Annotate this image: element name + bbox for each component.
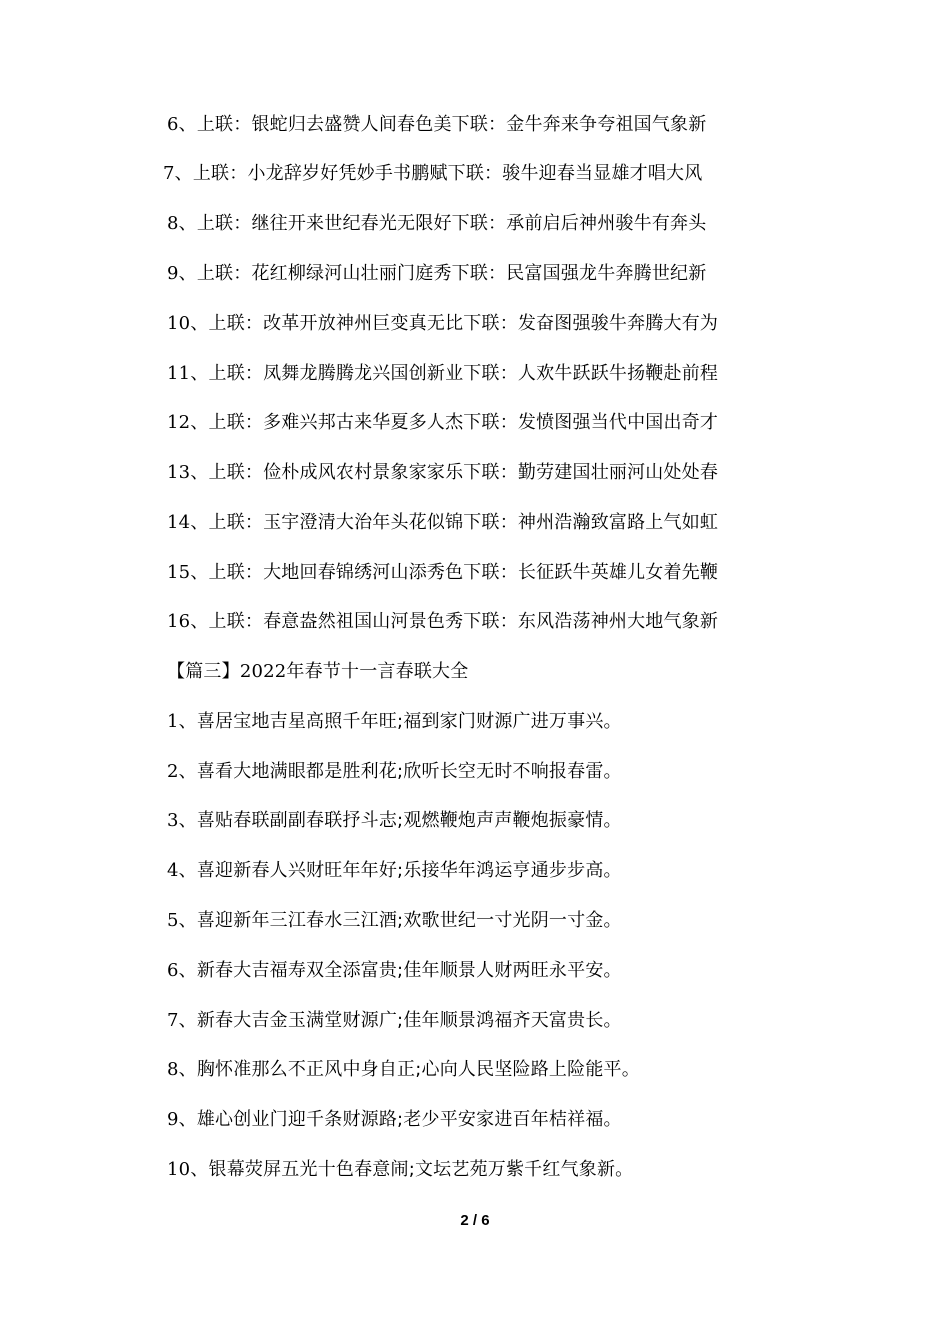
couplet-line: 13、上联：俭朴成风农村景象家家乐下联：勤劳建国壮丽河山处处春 bbox=[167, 462, 719, 483]
couplet-line: 3、喜贴春联副副春联抒斗志;观燃鞭炮声声鞭炮振豪情。 bbox=[167, 810, 622, 831]
couplet-line: 10、上联：改革开放神州巨变真无比下联：发奋图强骏牛奔腾大有为 bbox=[167, 313, 719, 334]
couplet-line: 1、喜居宝地吉星高照千年旺;福到家门财源广进万事兴。 bbox=[167, 711, 622, 732]
couplet-line: 11、上联：凤舞龙腾腾龙兴国创新业下联：人欢牛跃跃牛扬鞭赴前程 bbox=[167, 363, 719, 384]
couplet-line: 8、胸怀准那么不正风中身自正;心向人民坚险路上险能平。 bbox=[167, 1059, 640, 1080]
couplet-line: 9、上联：花红柳绿河山壮丽门庭秀下联：民富国强龙牛奔腾世纪新 bbox=[167, 263, 707, 284]
couplet-line: 14、上联：玉宇澄清大治年头花似锦下联：神州浩瀚致富路上气如虹 bbox=[167, 512, 719, 533]
couplet-line: 5、喜迎新年三江春水三江酒;欢歌世纪一寸光阴一寸金。 bbox=[167, 910, 622, 931]
couplet-line: 12、上联：多难兴邦古来华夏多人杰下联：发愤图强当代中国出奇才 bbox=[167, 412, 719, 433]
page-number: 2 / 6 bbox=[460, 1212, 490, 1229]
section-heading: 【篇三】2022年春节十一言春联大全 bbox=[167, 661, 469, 682]
couplet-line: 9、雄心创业门迎千条财源路;老少平安家进百年桔祥福。 bbox=[167, 1109, 622, 1130]
couplet-line: 7、上联：小龙辞岁好凭妙手书鹏赋下联：骏牛迎春当显雄才唱大风 bbox=[163, 163, 703, 184]
couplet-line: 6、上联：银蛇归去盛赞人间春色美下联：金牛奔来争夸祖国气象新 bbox=[167, 114, 707, 135]
couplet-line: 7、新春大吉金玉满堂财源广;佳年顺景鸿福齐天富贵长。 bbox=[167, 1010, 622, 1031]
couplet-line: 15、上联：大地回春锦绣河山添秀色下联：长征跃牛英雄儿女着先鞭 bbox=[167, 562, 719, 583]
couplet-line: 6、新春大吉福寿双全添富贵;佳年顺景人财两旺永平安。 bbox=[167, 960, 622, 981]
couplet-line: 4、喜迎新春人兴财旺年年好;乐接华年鸿运亨通步步高。 bbox=[167, 860, 622, 881]
couplet-line: 8、上联：继往开来世纪春光无限好下联：承前启后神州骏牛有奔头 bbox=[167, 213, 707, 234]
couplet-line: 2、喜看大地满眼都是胜利花;欣听长空无时不响报春雷。 bbox=[167, 761, 622, 782]
couplet-line: 16、上联：春意盎然祖国山河景色秀下联：东风浩荡神州大地气象新 bbox=[167, 611, 719, 632]
couplet-line: 10、银幕荧屏五光十色春意闹;文坛艺苑万紫千红气象新。 bbox=[167, 1159, 634, 1180]
